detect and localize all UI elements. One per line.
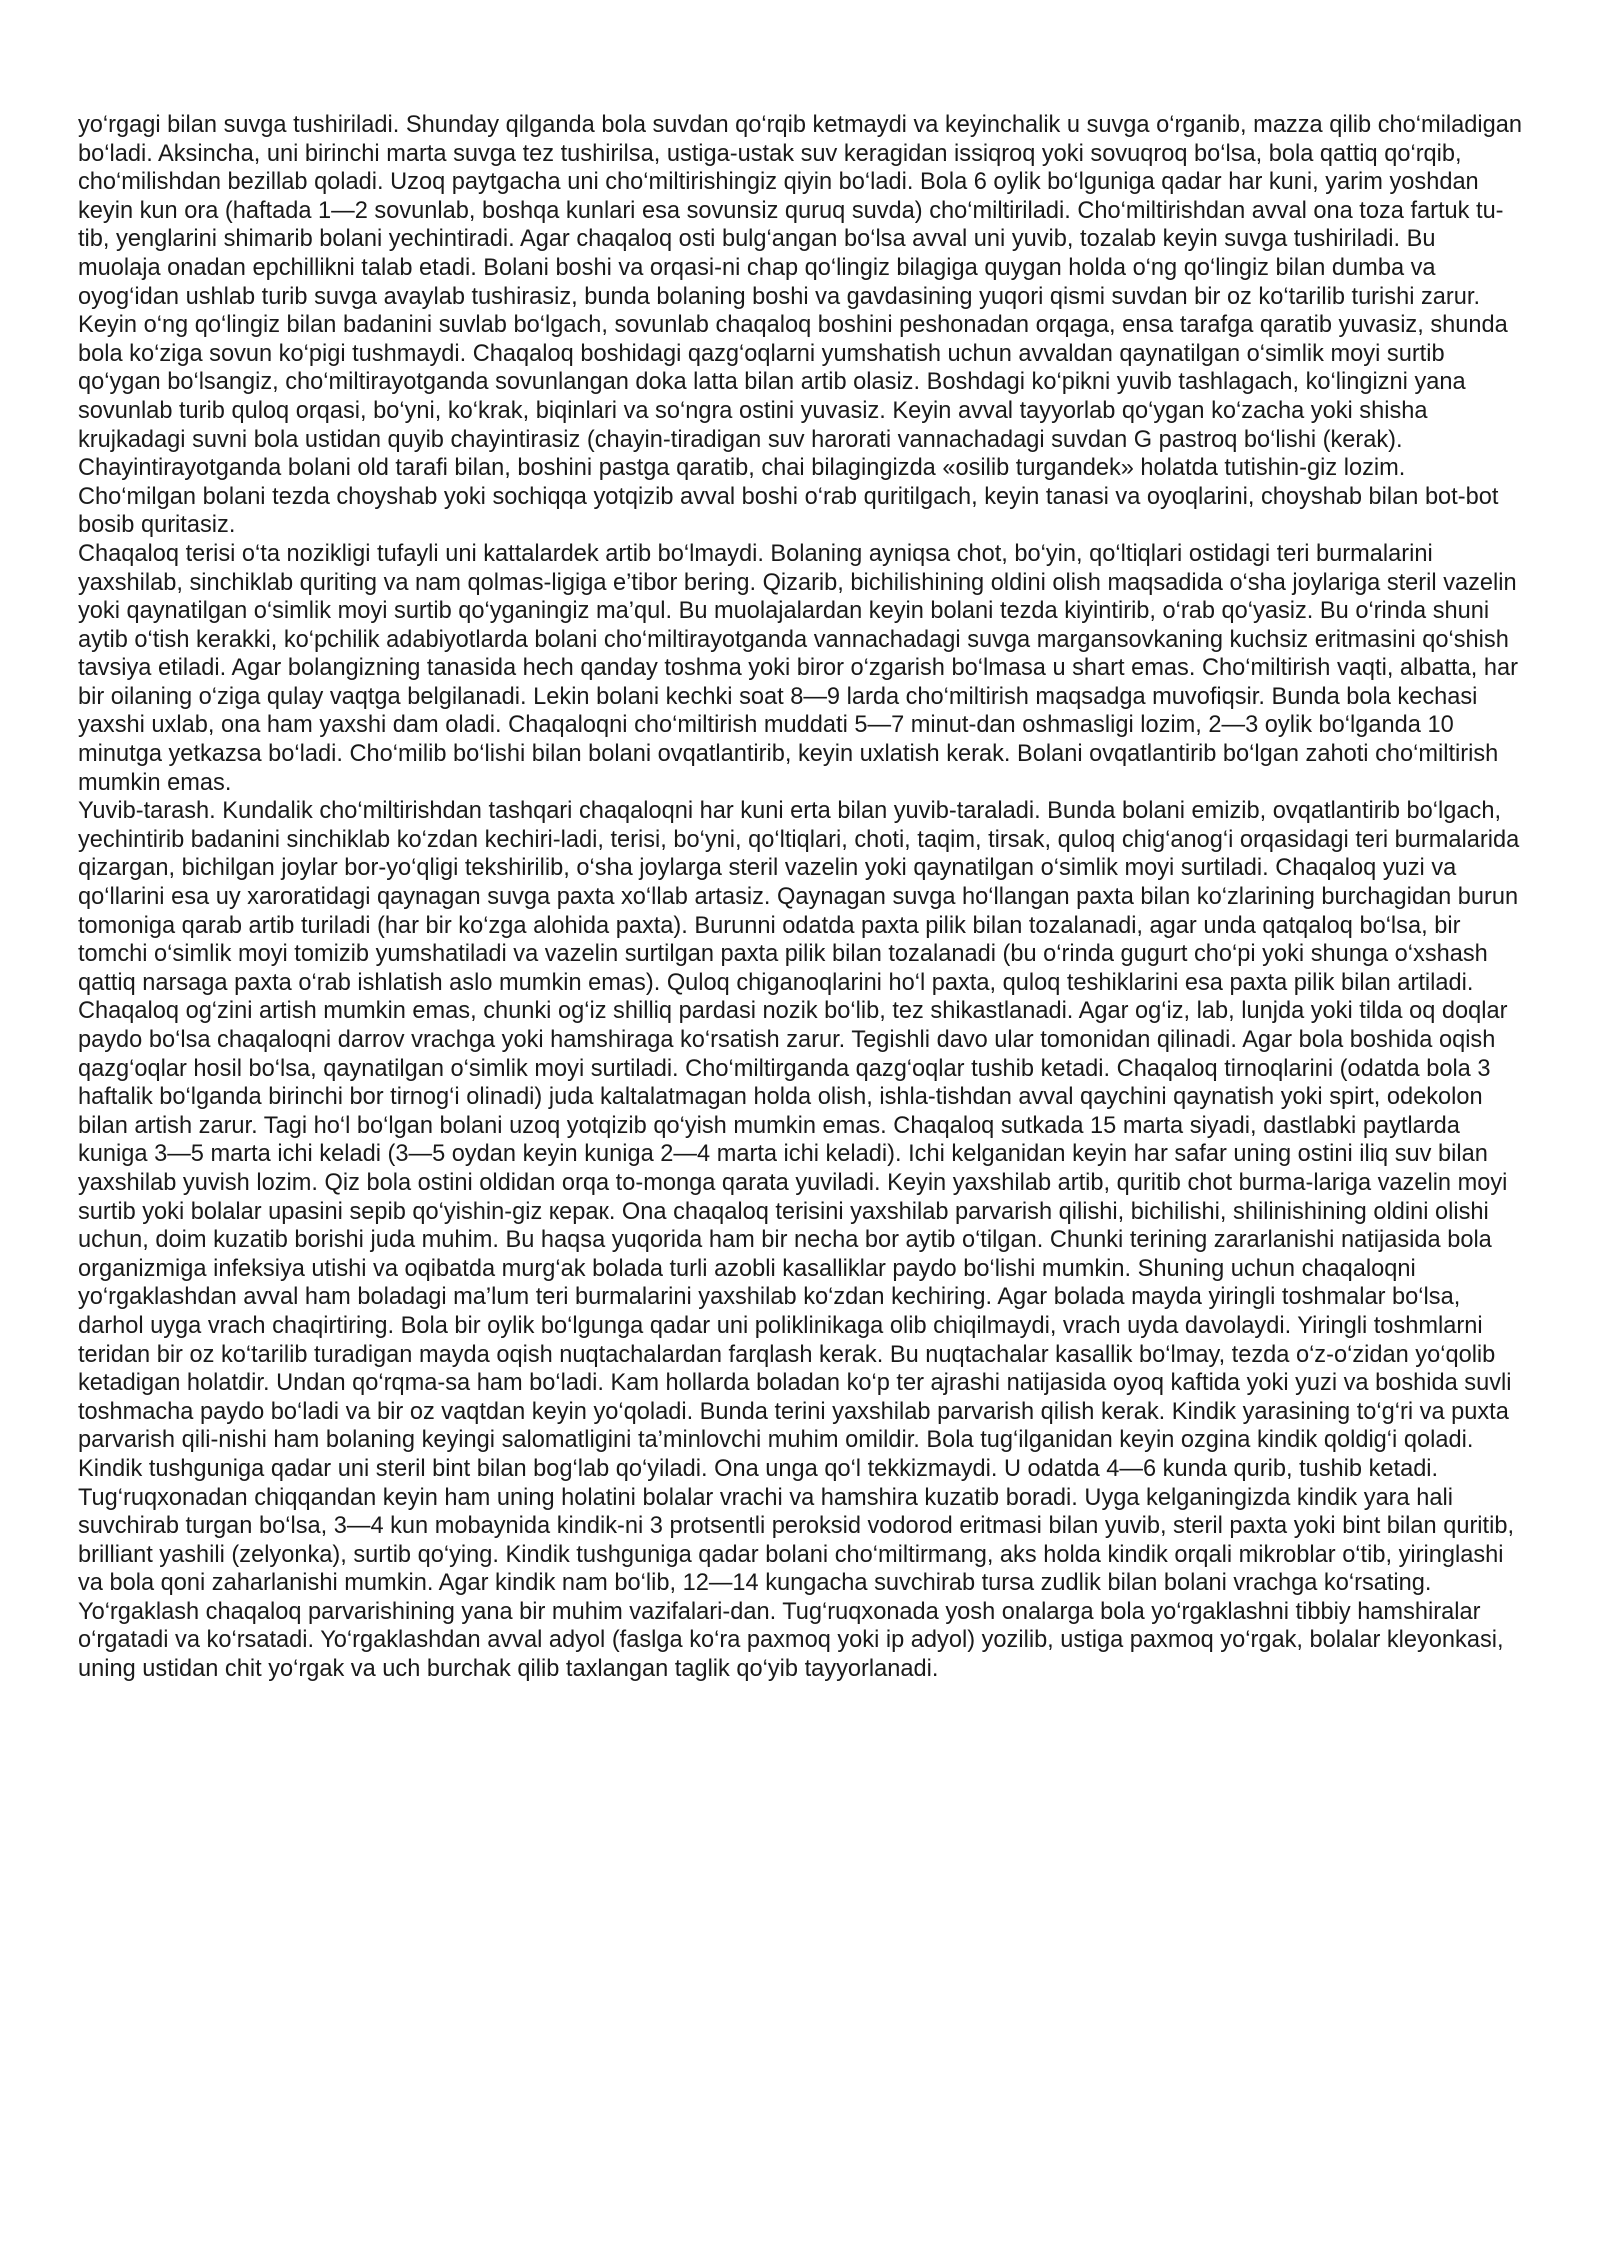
paragraph-skin-care: Chaqaloq terisi o‘ta nozikligi tufayli uni kattalardek artib bo‘lmaydi. Bolaning ayniqsa chot, bo‘yin, qo‘ltiqlari ostidagi teri burmalarini yaxshilab, sinchiklab quriting va nam qolmas-ligiga e’tibor bering. Qizarib, bichilishining oldini olish maqsadida o‘sha joylariga steril vazelin yoki qaynatilgan o‘simlik moyi surtib qo‘yganingiz ma’qul. Bu muolajalardan keyin bolani tezda kiyintirib, o‘rab qo‘yasiz. Bu o‘rinda shuni aytib o‘tish kerakki, ko‘pchilik adabiyotlarda bolani cho‘miltirayotganda vannachadagi suvga margansovkaning kuchsiz eritmasini qo‘shish tavsiya etiladi. Agar bolangizning tanasida hech qanday toshma yoki biror o‘zgarish bo‘lmasa u shart emas. Cho‘miltirish vaqti, albatta, har bir oilaning o‘ziga qulay vaqtga belgilanadi. Lekin bolani kechki soat 8—9 larda cho‘miltirish maqsadga muvofiqsir. Bunda bola kechasi yaxshi uxlab, ona ham yaxshi dam oladi. Chaqaloqni cho‘miltirish muddati 5—7 minut-dan oshmasligi lozim, 2—3 oylik bo‘lganda 10 minutga yetkazsa bo‘ladi. Cho‘milib bo‘lishi bilan bolani ovqatlantirib, keyin uxlatish kerak. Bolani ovqatlantirib bo‘lgan zahoti cho‘miltirish mumkin emas. (78, 540, 1518, 796)
document-page (78, 111, 1522, 1684)
paragraph-bathing: yo‘rgagi bilan suvga tushiriladi. Shunday qilganda bola suvdan qo‘rqib ketmaydi va keyinchalik u suvga o‘rganib, mazza qilib cho‘miladigan bo‘ladi. Aksincha, uni birinchi marta suvga tez tushirilsa, ustiga-ustak suv keragidan issiqroq yoki sovuqroq bo‘lsa, bola qattiq qo‘rqib, cho‘milishdan bezillab qoladi. Uzoq paytgacha uni cho‘miltirishingiz qiyin bo‘ladi. Bola 6 oylik bo‘lguniga qadar har kuni, yarim yoshdan keyin kun ora (haftada 1—2 sovunlab, boshqa kunlari esa sovunsiz quruq suvda) cho‘miltiriladi. Cho‘miltirishdan avval ona toza fartuk tu-tib, yenglarini shimarib bolani yechintiradi. Agar chaqaloq osti bulg‘angan bo‘lsa avval uni yuvib, tozalab keyin suvga tushiriladi. Bu muolaja onadan epchillikni talab etadi. Bolani boshi va orqasi-ni chap qo‘lingiz bilagiga quygan holda o‘ng qo‘lingiz bilan dumba va oyog‘idan ushlab turib suvga avaylab tushirasiz, bunda bolaning boshi va gavdasining yuqori qismi suvdan bir oz ko‘tarilib turishi zarur. Keyin o‘ng qo‘lingiz bilan badanini suvlab bo‘lgach, sovunlab chaqaloq boshini peshonadan orqaga, ensa tarafga qaratib yuvasiz, shunda bola ko‘ziga sovun ko‘pigi tushmaydi. Chaqaloq boshidagi qazg‘oqlarni yumshatish uchun avvaldan qaynatilgan o‘simlik moyi surtib qo‘ygan bo‘lsangiz, cho‘miltirayotganda sovunlangan doka latta bilan artib olasiz. Boshdagi ko‘pikni yuvib tashlagach, ko‘lingizni yana sovunlab turib quloq orqasi, bo‘yni, ko‘krak, biqinlari va so‘ngra ostini yuvasiz. Keyin avval tayyorlab qo‘ygan ko‘zacha yoki shisha krujkadagi suvni bola ustidan quyib chayintirasiz (chayin-tiradigan suv harorati vannachadagi suvdan G pastroq bo‘lishi (kerak). Chayintirayotganda bolani old tarafi bilan, boshini pastga qaratib, chai bilagingizda «osilib turgandek» holatda tutishin-giz lozim. Cho‘milgan bolani tezda choyshab yoki sochiqqa yotqizib avval boshi o‘rab quritilgach, keyin tanasi va oyoqlarini, choyshab bilan bot-bot bosib quritasiz. (78, 112, 1522, 539)
paragraph-swaddling: Yo‘rgaklash chaqaloq parvarishining yana bir muhim vazifalari-dan. Tug‘ruqxonada yosh onalarga bola yo‘rgaklashni tibbiy hamshiralar o‘rgatadi va ko‘rsatadi. Yo‘rgaklashdan avval adyol (faslga ko‘ra paxmoq yoki ip adyol) yozilib, ustiga paxmoq yo‘rgak, bolalar kleyonkasi, uning ustidan chit yo‘rgak va uch burchak qilib taxlangan taglik qo‘yib tayyorlanadi. (78, 1598, 1504, 1683)
paragraph-mouth-and-navel-care: Chaqaloq og‘zini artish mumkin emas, chunki og‘iz shilliq pardasi nozik bo‘lib, tez shikastlanadi. Agar og‘iz, lab, lunjda yoki tilda oq doqlar paydo bo‘lsa chaqaloqni darrov vrachga yoki hamshiraga ko‘rsatish zarur. Tegishli davo ular tomonidan qilinadi. Agar bola boshida oqish qazg‘oqlar hosil bo‘lsa, qaynatilgan o‘simlik moyi surtiladi. Cho‘miltirganda qazg‘oqlar tushib ketadi. Chaqaloq tirnoqlarini (odatda bola 3 haftalik bo‘lganda birinchi bor tirnog‘i olinadi) juda kaltalatmagan holda olish, ishla-tishdan avval qaychini qaynatish yoki spirt, odekolon bilan artish zarur. Tagi ho‘l bo‘lgan bolani uzoq yotqizib qo‘yish mumkin emas. Chaqaloq sutkada 15 marta siyadi, dastlabki paytlarda kuniga 3—5 marta ichi keladi (3—5 oydan keyin kuniga 2—4 marta ichi keladi). Ichi kelganidan keyin har safar uning ostini iliq suv bilan yaxshilab yuvish lozim. Qiz bola ostini oldidan orqa to-monga qarata yuviladi. Keyin yaxshilab artib, quritib chot burma-lariga vazelin moyi surtib yoki bolalar upasini sepib qo‘yishin-giz кepaк. Ona chaqaloq terisini yaxshilab parvarish qilishi, bichilishi, shilinishining oldini olishi uchun, doim kuzatib borishi juda muhim. Bu haqsa yuqorida ham bir necha bor aytib o‘tilgan. Chunki terining zararlanishi natijasida bola organizmiga infeksiya utishi va oqibatda murg‘ak bolada turli azobli kasalliklar paydo bo‘lishi mumkin. Shuning uchun chaqaloqni yo‘rgaklashdan avval ham boladagi ma’lum teri burmalarini yaxshilab ko‘zdan kechiring. Agar bolada mayda yiringli toshmalar bo‘lsa, darhol uyga vrach chaqirtiring. Bola bir oylik bo‘lgunga qadar uni poliklinikaga olib chiqilmaydi, vrach uyda davolaydi. Yiringli toshmlarni teridan bir oz ko‘tarilib turadigan mayda oqish nuqtachalardan farqlash kerak. Bu nuqtachalar kasallik bo‘lmay, tezda o‘z-o‘zidan yo‘qolib ketadigan holatdir. Undan qo‘rqma-sa ham bo‘ladi. Kam hollarda boladan ko‘p ter ajrashi natijasida oyoq kaftida yoki yuzi va boshida suvli toshmacha paydo bo‘ladi va bir oz vaqtdan keyin yo‘qoladi. Bunda terini yaxshilab parvarish qilish kerak. Kindik yarasining to‘g‘ri va puxta parvarish qili-nishi ham bolaning keyingi salomatligini ta’minlovchi muhim omildir. Bola tug‘ilganidan keyin ozgina kindik qoldig‘i qoladi. Kindik tushguniga qadar uni steril bint bilan bog‘lab qo‘yiladi. Ona unga qo‘l tekkizmaydi. U odatda 4—6 kunda qurib, tushib ketadi. Tug‘ruqxonadan chiqqandan keyin ham uning holatini bolalar vrachi va hamshira kuzatib boradi. Uyga kelganingizda kindik yara hali suvchirab turgan bo‘lsa, 3—4 kun mobaynida kindik-ni 3 protsentli peroksid vodorod eritmasi bilan yuvib, steril paxta yoki bint bilan quritib, brilliant yashili (zelyonka), surtib qo‘ying. Kindik tushguniga qadar bolani cho‘miltirmang, aks holda kindik orqali mikroblar o‘tib, yiringlashi va bola qoni zaharlanishi mumkin. Agar kindik nam bo‘lib, 12—14 kungacha suvchirab tursa zudlik bilan bolani vrachga ko‘rsating. (78, 998, 1515, 1597)
paragraph-washing: Yuvib-tarash. Kundalik cho‘miltirishdan tashqari chaqaloqni har kuni erta bilan yuvib-taraladi. Bunda bolani emizib, ovqatlantirib bo‘lgach, yechintirib badanini sinchiklab ko‘zdan kechiri-ladi, terisi, bo‘yni, qo‘ltiqlari, choti, taqim, tirsak, quloq chig‘anog‘i orqasidagi teri burmalarida qizargan, bichilgan joylar bor-yo‘qligi tekshirilib, o‘sha joylarga steril vazelin yoki qaynatilgan o‘simlik moyi surtiladi. Chaqaloq yuzi va qo‘llarini esa uy xaroratidagi qaynagan suvga paxta xo‘llab artasiz. Qaynagan suvga ho‘llangan paxta bilan ko‘zlarining burchagidan burun tomoniga qarab artib turiladi (har bir ko‘zga alohida paxta). Burunni odatda paxta pilik bilan tozalanadi, agar unda qatqaloq bo‘lsa, bir tomchi o‘simlik moyi tomizib yumshatiladi va vazelin surtilgan paxta pilik bilan tozalanadi (bu o‘rinda gugurt cho‘pi yoki shunga o‘xshash qattiq narsaga paxta o‘rab ishlatish aslo mumkin emas). Quloq chiganoqlarini ho‘l paxta, quloq teshiklarini esa paxta pilik bilan artiladi. (78, 798, 1520, 996)
